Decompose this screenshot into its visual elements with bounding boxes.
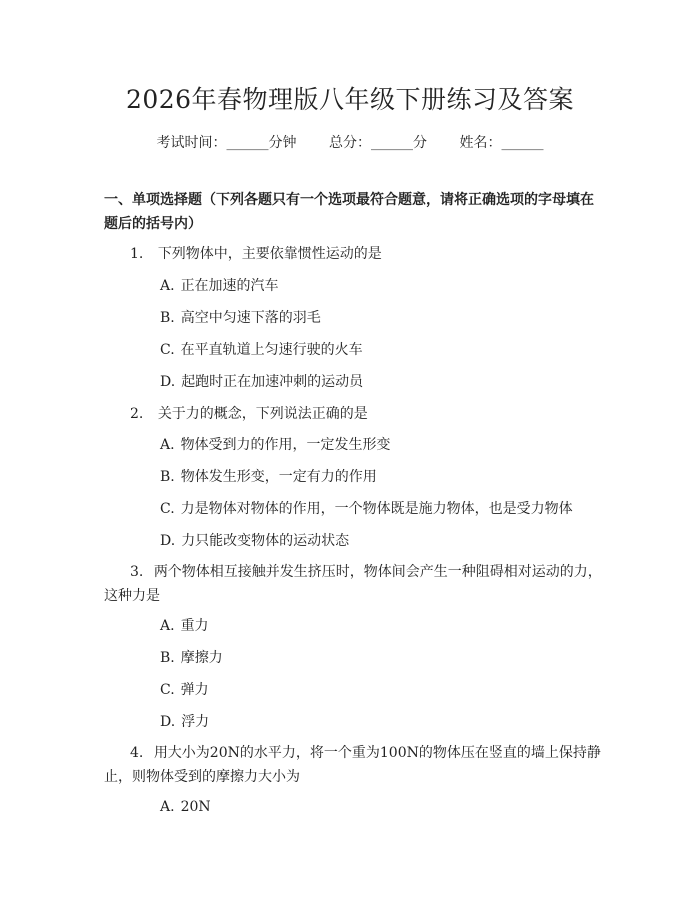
question-number: 3. bbox=[130, 564, 144, 580]
option-letter: D. bbox=[160, 533, 176, 549]
question-number: 4. bbox=[130, 745, 144, 761]
option-letter: A. bbox=[160, 618, 175, 634]
option-letter: C. bbox=[160, 342, 175, 358]
option-text: 高空中匀速下落的羽毛 bbox=[180, 310, 321, 326]
option-letter: C. bbox=[160, 682, 175, 698]
option-text: 重力 bbox=[180, 618, 209, 634]
option-letter: B. bbox=[160, 469, 175, 485]
exam-name: 姓名：______ bbox=[459, 135, 544, 151]
option-letter: D. bbox=[160, 714, 176, 730]
option-letter: A. bbox=[160, 437, 175, 453]
exam-time: 考试时间：______分钟 bbox=[156, 135, 297, 151]
option-4a bbox=[160, 797, 211, 817]
question-3 bbox=[104, 560, 604, 608]
question-4 bbox=[104, 741, 604, 789]
option-text: 20N bbox=[180, 799, 211, 815]
option-text: 在平直轨道上匀速行驶的火车 bbox=[180, 342, 363, 358]
option-text: 起跑时正在加速冲刺的运动员 bbox=[181, 374, 364, 390]
option-text: 正在加速的汽车 bbox=[180, 278, 279, 294]
option-letter: D. bbox=[160, 374, 176, 390]
option-letter: A. bbox=[160, 278, 175, 294]
option-letter: A. bbox=[160, 799, 175, 815]
document-title: 2026年春物理版八年级下册练习及答案 bbox=[125, 85, 575, 114]
option-1c bbox=[160, 340, 363, 360]
option-2c bbox=[160, 499, 573, 519]
option-1a bbox=[160, 276, 279, 296]
question-2 bbox=[104, 402, 604, 426]
option-1d bbox=[160, 372, 363, 392]
question-1 bbox=[104, 242, 604, 266]
option-2d bbox=[160, 531, 349, 551]
option-text: 物体发生形变，一定有力的作用 bbox=[180, 469, 377, 485]
option-1b bbox=[160, 308, 321, 328]
option-text: 摩擦力 bbox=[180, 650, 223, 666]
question-number: 2. bbox=[130, 406, 144, 422]
option-text: 弹力 bbox=[180, 682, 209, 698]
option-3d bbox=[160, 712, 209, 732]
option-letter: B. bbox=[160, 650, 175, 666]
option-letter: B. bbox=[160, 310, 175, 326]
question-text: 用大小为20N的水平力，将一个重为100N的物体压在竖直的墙上保持静止，则物体受到的摩擦力大小为 bbox=[104, 745, 601, 785]
exam-meta bbox=[0, 132, 700, 152]
option-3b bbox=[160, 648, 223, 668]
question-text: 关于力的概念，下列说法正确的是 bbox=[157, 406, 368, 422]
option-text: 物体受到力的作用，一定发生形变 bbox=[180, 437, 391, 453]
option-text: 浮力 bbox=[181, 714, 210, 730]
question-text: 两个物体相互接触并发生挤压时，物体间会产生一种阻碍相对运动的力，这种力是 bbox=[104, 564, 602, 604]
option-letter: C. bbox=[160, 501, 175, 517]
question-text: 下列物体中，主要依靠惯性运动的是 bbox=[157, 246, 382, 262]
option-2b bbox=[160, 467, 377, 487]
exam-score: 总分：______分 bbox=[329, 135, 427, 151]
option-text: 力只能改变物体的运动状态 bbox=[181, 533, 350, 549]
option-3a bbox=[160, 616, 209, 636]
question-number: 1. bbox=[130, 246, 144, 262]
section-heading: 一、单项选择题（下列各题只有一个选项最符合题意，请将正确选项的字母填在题后的括号内） bbox=[104, 192, 594, 232]
option-2a bbox=[160, 435, 391, 455]
option-text: 力是物体对物体的作用，一个物体既是施力物体，也是受力物体 bbox=[180, 501, 573, 517]
option-3c bbox=[160, 680, 209, 700]
